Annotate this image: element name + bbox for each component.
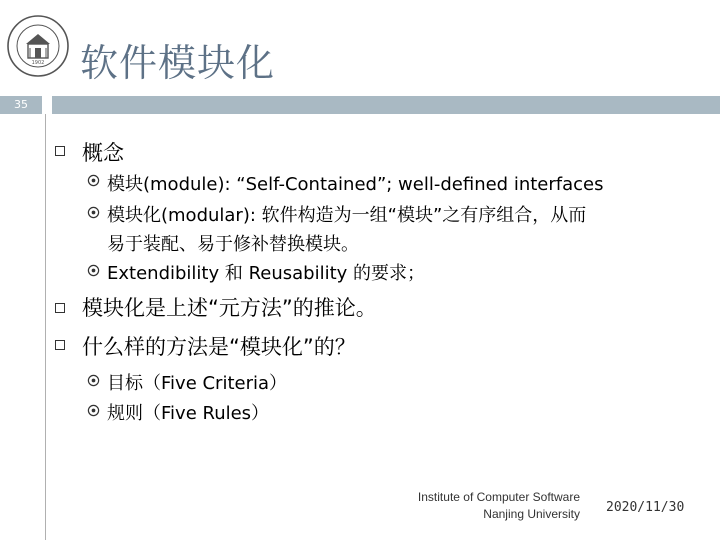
svg-text:1902: 1902 xyxy=(31,60,45,66)
concept-heading: 概念 xyxy=(82,141,124,165)
criteria-item: 目标（Five Criteria） xyxy=(107,373,288,394)
gear-bullet-icon xyxy=(87,374,100,387)
gear-bullet-icon xyxy=(87,264,100,277)
footer-institute-line1: Institute of Computer Software xyxy=(417,490,580,504)
square-bullet-icon xyxy=(55,146,65,156)
footer-institute xyxy=(340,489,580,523)
square-bullet-icon xyxy=(55,340,65,350)
gear-bullet-icon xyxy=(87,404,100,417)
page-number: 35 xyxy=(14,98,28,111)
footer-institute-line2: Nanjing University xyxy=(483,507,580,521)
footer-date: 2020/11/30 xyxy=(606,500,685,515)
rules-item: 规则（Five Rules） xyxy=(107,403,270,424)
bullet-what-is-modular: 什么样的方法是“模块化”的？ xyxy=(82,335,356,359)
slide-title: 软件模块化 xyxy=(80,41,276,85)
bullet-modular-corollary: 模块化是上述“元方法”的推论。 xyxy=(82,296,377,320)
concept-item: 模块化(modular): 软件构造为一组“模块”之有序组合，从而 xyxy=(107,205,587,226)
square-bullet-icon xyxy=(55,303,65,313)
left-margin-line xyxy=(45,114,46,540)
gear-bullet-icon xyxy=(87,174,100,187)
concept-item-continuation: 易于装配、易于修补替换模块。 xyxy=(107,234,359,255)
concept-item: Extendibility 和 Reusability 的要求； xyxy=(107,263,426,284)
university-logo xyxy=(6,14,70,78)
concept-item: 模块(module): “Self-Contained”; well-defined interfaces xyxy=(107,174,604,195)
header-divider-bar xyxy=(52,96,720,114)
gear-bullet-icon xyxy=(87,206,100,219)
